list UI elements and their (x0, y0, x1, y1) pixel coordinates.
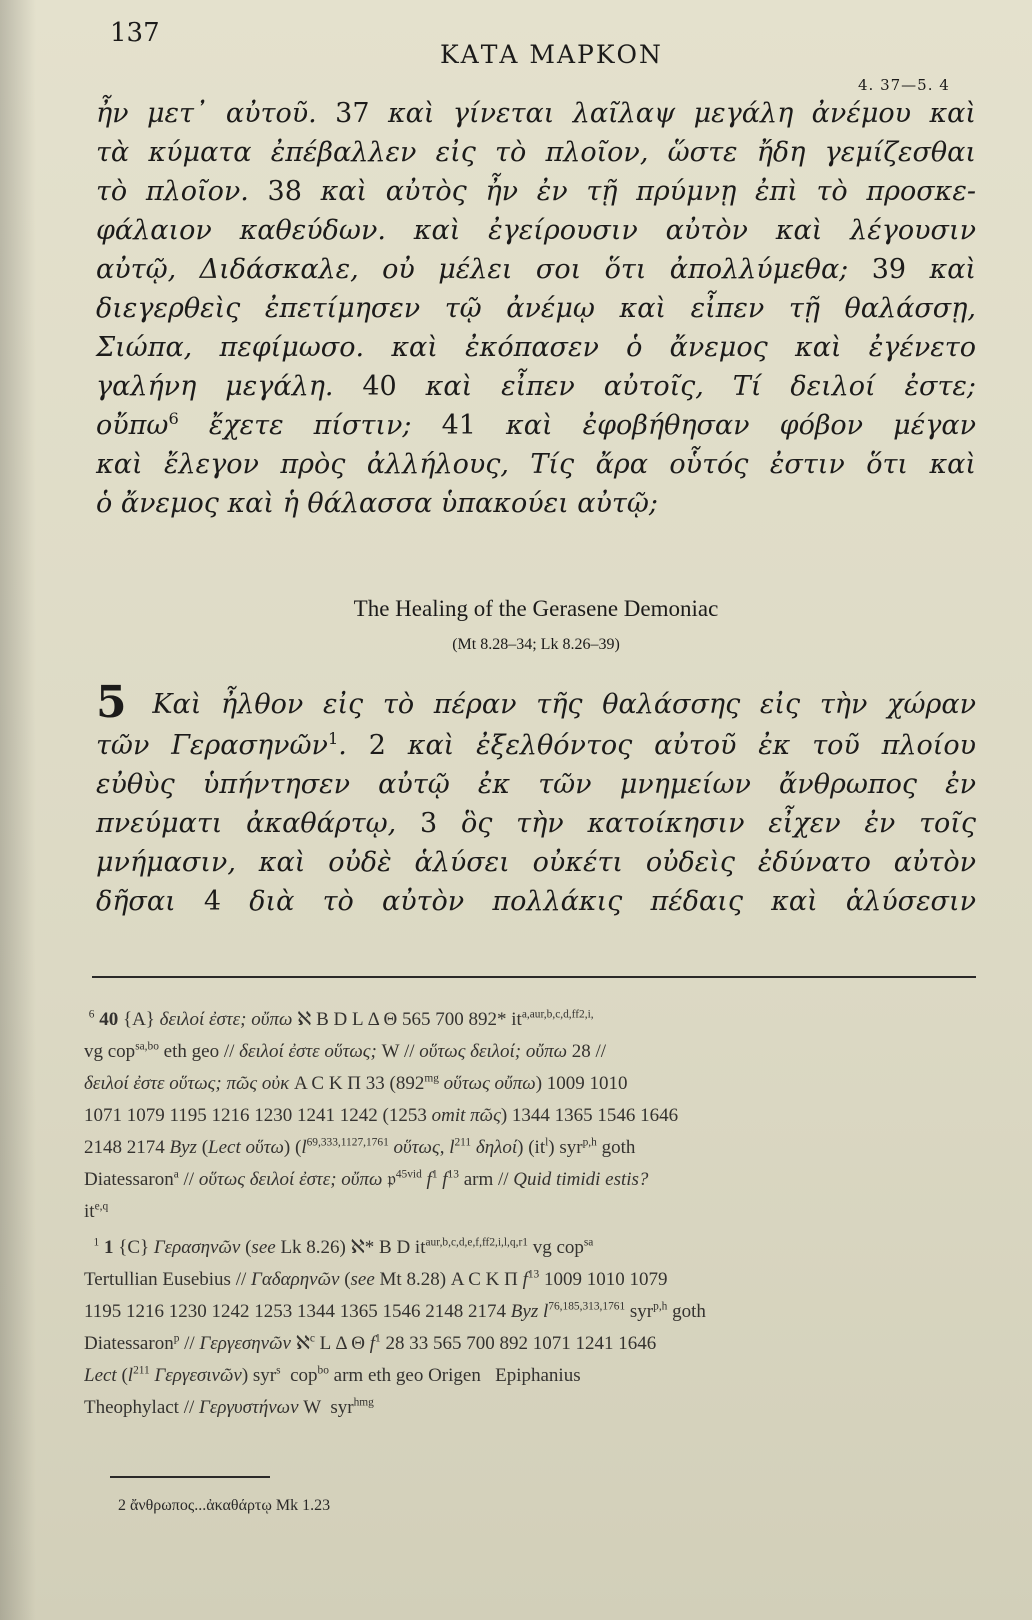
apparatus-line: 2148 2174 Byz (Lect οὕτω) ($l^{69,333,1127,1761}$ οὕτως, $l^{211}$ δηλοί) $(it^l)$ syr$^{p,h}$ goth (84, 1136, 636, 1158)
text-line: φάλαιον καθεύδων. καὶ ἐγείρουσιν αὐτὸν καὶ λέγουσιν (96, 215, 976, 246)
apparatus-divider (92, 976, 976, 978)
apparatus-line: Diatessaron$^p$ // Γεργεσηνῶν ℵ$^c$ L Δ Θ $f^1$ 28 33 565 700 892 1071 1241 1646 (84, 1332, 657, 1354)
greek-text-block-2 (96, 677, 977, 921)
chapter-number: 5 (96, 677, 127, 728)
text-line: μνήμασιν, καὶ οὐδὲ ἁλύσει οὐκέτι οὐδεὶς ἐδύνατο αὐτὸν (96, 847, 976, 878)
text-line: γαλήνη μεγάλη. 40 καὶ εἶπεν αὐτοῖς, Τί δειλοί ἐστε; (96, 371, 976, 402)
greek-text-block-1 (96, 94, 976, 523)
section-parallels: (Mt 8.28–34; Lk 8.26–39) (452, 636, 620, 653)
apparatus-line: $^1$ 1 {C} Γερασηνῶν (see Lk 8.26) ℵ* B D $it^{aur,b,c,d,e,f,ff2,i,l,q,r1}$ vg cop$^{sa}$ (93, 1236, 594, 1258)
apparatus-line: δειλοί ἐστε οὕτως; πῶς οὐκ A C K Π 33 ($892^{mg}$ οὕτως οὔπω) 1009 1010 (84, 1072, 628, 1094)
binding-shadow (0, 0, 36, 1620)
section-title: The Healing of the Gerasene Demoniac (353, 596, 719, 621)
text-line: ἦν μετ᾽ αὐτοῦ. 37 καὶ γίνεται λαῖλαψ μεγάλη ἀνέμου καὶ (96, 98, 976, 129)
text-line: αὐτῷ, Διδάσκαλε, οὐ μέλει σοι ὅτι ἀπολλύμεθα; 39 καὶ (96, 254, 977, 285)
cross-reference: 2 ἄνθρωπος...ἀκαθάρτῳ Mk 1.23 (118, 1497, 331, 1514)
apparatus-line: Tertullian Eusebius // Γαδαρηνῶν (see Mt 8.28) A C K Π $f^{13}$ 1009 1010 1079 (84, 1268, 668, 1290)
text-line: διεγερθεὶς ἐπετίμησεν τῷ ἀνέμῳ καὶ εἶπεν τῇ θαλάσσῃ, (96, 293, 976, 324)
apparatus-line: Theophylact // Γεργυστήνων W syr$^{hmg}$ (84, 1396, 374, 1418)
text-line: εὐθὺς ὑπήντησεν αὐτῷ ἐκ τῶν μνημείων ἄνθρωπος ἐν (96, 769, 976, 800)
apparatus-line: $^6$ 40 {A} δειλοί ἐστε; οὔπω ℵ B D L Δ Θ 565 700 892* $it^{a,aur,b,c,d,ff2,i,}$ (88, 1008, 594, 1030)
apparatus-line: Diatessaron$^a$ // οὕτως δειλοί ἐστε; οὔπω 𝔭$^{45vid}$ $f^1$ $f^{13}$ arm // Quid timidi estis? (84, 1168, 649, 1190)
text-line: δῆσαι 4 διὰ τὸ αὐτὸν πολλάκις πέδαις καὶ ἁλύσεσιν (96, 886, 976, 917)
text-line: τῶν Γερασηνῶν$^1$. 2 καὶ ἐξελθόντος αὐτοῦ ἐκ τοῦ πλοίου (96, 729, 977, 761)
text-line: οὔπω$^6$ ἔχετε πίστιν; 41 καὶ ἐφοβήθησαν φόβον μέγαν (96, 409, 977, 441)
text-line: καὶ ἔλεγον πρὸς ἀλλήλους, Τίς ἄρα οὗτός ἐστιν ὅτι καὶ (96, 449, 976, 480)
page-number: 137 (110, 18, 160, 48)
apparatus-line: 1195 1216 1230 1242 1253 1344 1365 1546 2148 2174 Byz $l^{76,185,313,1761}$ syr$^{p,h}$ goth (84, 1300, 706, 1322)
verse-range: 4. 37—5. 4 (858, 76, 950, 94)
apparatus-line: 1071 1079 1195 1216 1230 1241 1242 (1253 omit πῶς) 1344 1365 1546 1646 (84, 1105, 679, 1126)
crossref-divider (110, 1476, 270, 1478)
text-line: Σιώπα, πεφίμωσο. καὶ ἐκόπασεν ὁ ἄνεμος καὶ ἐγένετο (96, 332, 976, 363)
text-line: τὸ πλοῖον. 38 καὶ αὐτὸς ἦν ἐν τῇ πρύμνῃ ἐπὶ τὸ προσκε- (96, 176, 976, 207)
text-line: ὁ ἄνεμος καὶ ἡ θάλασσα ὑπακούει αὐτῷ; (96, 488, 658, 519)
running-title: ΚΑΤΑ ΜΑΡΚΟΝ (440, 40, 663, 69)
apparatus-note-1 (84, 1232, 984, 1424)
text-line: τὰ κύματα ἐπέβαλλεν εἰς τὸ πλοῖον, ὥστε ἤδη γεμίζεσθαι (96, 137, 976, 168)
apparatus-line: Lect ($l^{211}$ Γεργεσινῶν) syr$^s$ cop$^{bo}$ arm eth geo Origen Epiphanius (84, 1364, 581, 1386)
apparatus-line: vg cop$^{sa,bo}$ eth geo // δειλοί ἐστε οὕτως; W // οὕτως δειλοί; οὔπω 28 // (84, 1040, 607, 1062)
text-line: 5 Καὶ ἦλθον εἰς τὸ πέραν τῆς θαλάσσης εἰς τὴν χώραν (96, 677, 976, 728)
apparatus-line: it$^{e,q}$ (84, 1200, 109, 1222)
text-line: πνεύματι ἀκαθάρτῳ, 3 ὃς τὴν κατοίκησιν εἶχεν ἐν τοῖς (96, 808, 976, 839)
apparatus-note-6 (84, 1004, 984, 1228)
